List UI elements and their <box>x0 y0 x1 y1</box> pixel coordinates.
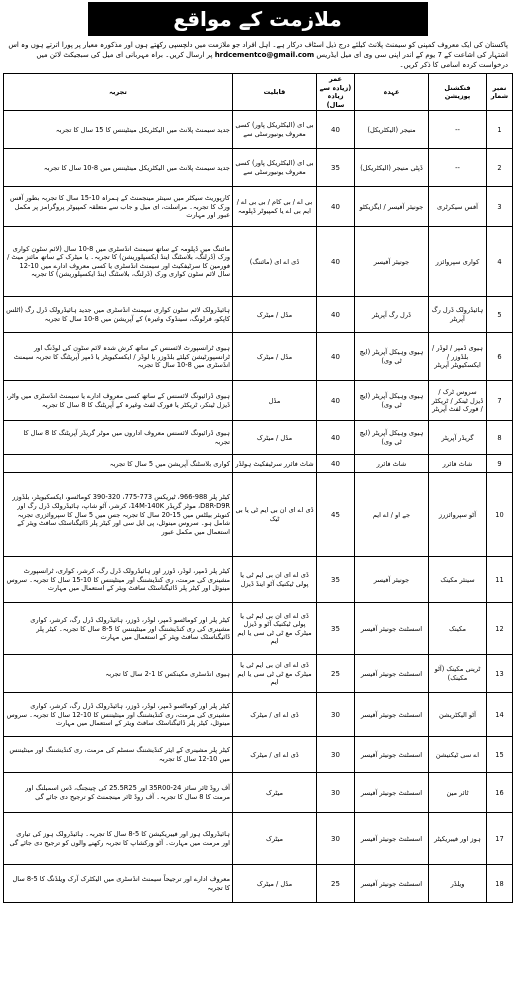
row-title: ڈپٹی منیجر (الیکٹریکل) <box>355 149 429 187</box>
table-row <box>4 421 513 455</box>
table-row <box>4 603 513 655</box>
row-age: 40 <box>317 187 355 227</box>
row-position: ویلڈر <box>429 865 487 903</box>
row-qualification: ڈی اے ای ان بی ایم ٹی یا بی ٹیک <box>233 473 317 557</box>
row-qualification: مڈل / میٹرک <box>233 865 317 903</box>
row-position: ٹائر مین <box>429 773 487 813</box>
row-experience: ہیوی ڈرائیونگ لائسنس معروف اداروں میں موٹر گریڈر آپریٹنگ کا 8 سال کا تجربہ <box>4 421 233 455</box>
row-experience: آف روڈ ٹائر سائز 35R00-24 اور 25.5R25 کی چینجنگ، ڈس اسمبلنگ اور مرمت کا 8 سال کا تجربہ۔ آف روڈ ٹائر مینجمنٹ کو ترجیح دی جائے گی <box>4 773 233 813</box>
row-experience: جدید سیمنٹ پلانٹ میں الیکٹریکل مینٹیننس میں 8-10 سال کا تجربہ <box>4 149 233 187</box>
row-age: 25 <box>317 865 355 903</box>
row-qualification: مڈل / میٹرک <box>233 333 317 381</box>
row-position: اے سی ٹیکنیشن <box>429 737 487 773</box>
table-row <box>4 693 513 737</box>
row-age: 40 <box>317 455 355 473</box>
row-qualification: بی ای (الیکٹریکل پاور) کسی معروف یونیورسٹی سے <box>233 149 317 187</box>
header-age: عمر (زیادہ سے زیادہ سال) <box>317 74 355 111</box>
row-qualification: بی ای (الیکٹریکل پاور) کسی معروف یونیورسٹی سے <box>233 111 317 149</box>
header-position: فنکشنل پوزیشن <box>429 74 487 111</box>
row-qualification: مڈل / میٹرک <box>233 297 317 333</box>
row-title: اسسٹنٹ جونیئر آفیسر <box>355 693 429 737</box>
row-experience: کیٹر پلر ڈمپر، لوڈر، ڈوزر اور ہائیڈرولک ڈرل رگ، کرشر، کواری، ٹرانسپورٹ مشینری کی مرمت، ری کنڈیشننگ اور مینٹیننس کا 10-15 سال کا تجربہ۔ سروس مینوئل اور کیٹر پلر ڈائیگناسٹک سافٹ ویئر کے استعمال میں مہارت <box>4 557 233 603</box>
row-age: 40 <box>317 111 355 149</box>
row-age: 35 <box>317 149 355 187</box>
row-position: سینئر مکینک <box>429 557 487 603</box>
row-title: شاٹ فائرر <box>355 455 429 473</box>
row-experience: کیٹر پلر مشینری کے ایئر کنڈیشننگ سسٹم کی مرمت، ری کنڈیشننگ اور مینٹیننس میں 10-12 سال کا تجربہ <box>4 737 233 773</box>
row-title: ہیوی وہیکل آپریٹر (ایچ ٹی وی) <box>355 333 429 381</box>
row-title: ڈرل رگ آپریٹر <box>355 297 429 333</box>
row-age: 30 <box>317 813 355 865</box>
row-age: 40 <box>317 421 355 455</box>
row-qualification: ڈی اے ای ان بی ایم ٹی یا پولی ٹیکنیک آٹو و ڈیزل میٹرک مع ٹی ٹی سی یا ایم ایم <box>233 603 317 655</box>
row-experience: ہیوی انڈسٹری مکینکس کا 1-2 سال کا تجربہ <box>4 655 233 693</box>
table-row <box>4 655 513 693</box>
row-position: گریڈر آپریٹر <box>429 421 487 455</box>
row-title: اسسٹنٹ جونیئر آفیسر <box>355 813 429 865</box>
row-qualification: ڈی اے ای / میٹرک <box>233 693 317 737</box>
row-title: ہیوی وہیکل آپریٹر (ایچ ٹی وی) <box>355 381 429 421</box>
row-age: 25 <box>317 655 355 693</box>
row-num: 18 <box>487 865 513 903</box>
table-row <box>4 737 513 773</box>
row-num: 10 <box>487 473 513 557</box>
row-title: اسسٹنٹ جونیئر آفیسر <box>355 737 429 773</box>
row-num: 12 <box>487 603 513 655</box>
row-position: -- <box>429 149 487 187</box>
header-num: نمبر شمار <box>487 74 513 111</box>
row-age: 40 <box>317 333 355 381</box>
row-position: ٹرینی مکینک (آٹو مکینک) <box>429 655 487 693</box>
jobs-table <box>3 73 513 903</box>
title-banner <box>3 2 512 36</box>
row-num: 1 <box>487 111 513 149</box>
row-age: 40 <box>317 297 355 333</box>
row-experience: معروف ادارے اور ترجیحاً سیمنٹ انڈسٹری میں الیکٹرک آرک ویلڈنگ کا 5-8 سال کا تجربہ <box>4 865 233 903</box>
table-row <box>4 297 513 333</box>
row-qualification: ڈی اے ای ان بی ایم ٹی یا میٹرک مع ٹی ٹی سی یا ایم ایم <box>233 655 317 693</box>
row-experience: کواری بلاسٹنگ آپریشن میں 5 سال کا تجربہ <box>4 455 233 473</box>
row-qualification: مڈل / میٹرک <box>233 421 317 455</box>
row-age: 30 <box>317 773 355 813</box>
row-position: شاٹ فائرر <box>429 455 487 473</box>
table-row <box>4 865 513 903</box>
row-num: 13 <box>487 655 513 693</box>
row-age: 35 <box>317 557 355 603</box>
row-age: 30 <box>317 693 355 737</box>
header-experience: تجربہ <box>4 74 233 111</box>
row-title: جے او / اے ایم <box>355 473 429 557</box>
row-position: ہوز اور فیبریکیٹر <box>429 813 487 865</box>
row-age: 40 <box>317 227 355 297</box>
header-title: عہدہ <box>355 74 429 111</box>
table-row <box>4 813 513 865</box>
row-num: 9 <box>487 455 513 473</box>
row-experience: ہیوی ڈرائیونگ لائسنس کے ساتھ کسی معروف ادارے یا سیمنٹ انڈسٹری میں واٹر، ڈیزل ٹینکر، ٹریکٹر یا فورک لفٹ وغیرہ کے آپریٹنگ کا 8 سال کا تجربہ <box>4 381 233 421</box>
intro-paragraph <box>3 36 512 73</box>
row-qualification: میٹرک <box>233 773 317 813</box>
table-row <box>4 111 513 149</box>
row-title: اسسٹنٹ جونیئر آفیسر <box>355 865 429 903</box>
row-title: اسسٹنٹ جونیئر آفیسر <box>355 655 429 693</box>
row-qualification: میٹرک <box>233 813 317 865</box>
row-position: مکینک <box>429 603 487 655</box>
row-num: 3 <box>487 187 513 227</box>
row-age: 30 <box>317 737 355 773</box>
intro-text: پاکستان کی ایک معروف کمپنی کو سیمنٹ پلانٹ کیلئے درج ذیل اسٹاف درکار ہے۔ اہل افراد جو ملازمت میں دلچسپی رکھتے ہوں اور مذکورہ معیار پر پورا اترتے ہوں وہ اس اشتہار کی اشاعت کے 7 یوم کے اندر اپنی سی وی ای میل ایڈریس <box>8 41 508 59</box>
row-age: 45 <box>317 473 355 557</box>
row-title: ہیوی وہیکل آپریٹر (ایچ ٹی وی) <box>355 421 429 455</box>
email-address[interactable]: hrdcementco@gmail.com <box>214 51 315 59</box>
page-title: ملازمت کے مواقع <box>88 2 428 36</box>
table-row <box>4 773 513 813</box>
row-experience: ہائیڈرولک لائم سٹون کواری سیمنٹ انڈسٹری میں جدید ہائیڈرولک ڈرل رگ (اٹلس کاپکو، فرلونگ، سینڈوک وغیرہ) کے آپریشن میں 8-10 سال کا تجربہ <box>4 297 233 333</box>
intro-text-after: پر ارسال کریں۔ براہ مہربانی ای میل کی سبجیکٹ لائن میں درخواست کردہ اسامی کا ذکر کریں۔ <box>36 51 508 69</box>
row-qualification: بی اے / بی کام / بی بی اے / ایم بی اے یا کمپیوٹر ڈپلومہ <box>233 187 317 227</box>
row-experience: جدید سیمنٹ پلانٹ میں الیکٹریکل مینٹیننس کا 15 سال کا تجربہ <box>4 111 233 149</box>
row-num: 4 <box>487 227 513 297</box>
row-position: آٹو سپروائزرز <box>429 473 487 557</box>
row-qualification: مڈل <box>233 381 317 421</box>
row-experience: کیٹر پلر 988-966، ٹیریکس 773-775، 320-390 کوماٹسو، ایکسکیویٹر، بلڈوزر D8R-D9R، موٹر گریڈر 14M-140K، کرشر، آٹو شاپ، ہائیڈرولک ڈرل رگ اور کنویئر بیلٹس میں 15-20 سال کا تجربہ جس میں 5 سال کا سپروائزری تجربہ شامل ہو۔ سروس مینوئل، پی ایل سی اور کیٹر پلر ڈائیگناسٹک سافٹ ویئر کے استعمال میں مکمل عبور <box>4 473 233 557</box>
table-row <box>4 187 513 227</box>
row-experience: کیٹر پلر اور کوماٹسو ڈمپر، لوڈر، ڈوزر، ہائیڈرولک ڈرل رگ، کرشر، کواری مشینری کی مرمت، ری کنڈیشننگ اور مینٹیننس کا 10-12 سال کا تجربہ۔ سروس مینوئل، کیٹر پلر ڈائیگناسٹک سافٹ ویئر کے استعمال میں مہارت <box>4 693 233 737</box>
row-position: سروس ٹرک / ڈیزل ٹینکر / ٹریکٹر / فورک لفٹ آپریٹر <box>429 381 487 421</box>
row-experience: ہیوی ٹرانسپورٹ لائسنس کے ساتھ کرش شدہ لائم سٹون کی لوڈنگ اور ٹرانسپورٹیشن کیلئے بلڈوزر یا لوڈر / ایکسکیویٹر یا ڈمپر آپریٹنگ کا تجربہ سیمنٹ انڈسٹری میں 8-10 سال کا تجربہ <box>4 333 233 381</box>
row-num: 17 <box>487 813 513 865</box>
row-num: 8 <box>487 421 513 455</box>
row-num: 5 <box>487 297 513 333</box>
row-qualification: ڈی اے ای ان بی ایم ٹی یا پولی ٹیکنیک آٹو اینڈ ڈیزل <box>233 557 317 603</box>
table-header-row <box>4 74 513 111</box>
row-qualification: ڈی اے ای / میٹرک <box>233 737 317 773</box>
row-age: 40 <box>317 381 355 421</box>
row-title: جونیئر آفیسر <box>355 227 429 297</box>
row-position: کواری سپروائزر <box>429 227 487 297</box>
table-body <box>4 111 513 903</box>
header-qualification: قابلیت <box>233 74 317 111</box>
row-num: 14 <box>487 693 513 737</box>
table-row <box>4 455 513 473</box>
row-title: اسسٹنٹ جونیئر آفیسر <box>355 603 429 655</box>
table-row <box>4 557 513 603</box>
row-num: 7 <box>487 381 513 421</box>
row-position: آفس سیکرٹری <box>429 187 487 227</box>
row-position: ہیوی ڈمپر / لوڈر / بلڈوزر / ایکسکیویٹر آپریٹر <box>429 333 487 381</box>
row-title: اسسٹنٹ جونیئر آفیسر <box>355 773 429 813</box>
row-experience: کیٹر پلر اور کوماٹسو ڈمپر، لوڈر، ڈوزر، ہائیڈرولک ڈرل رگ، کرشر، کواری مشینری کی ری کنڈیشننگ اور مینٹیننس کا 5-8 سال کا تجربہ۔ کیٹر پلر ڈائیگناسٹک سافٹ ویئر کے استعمال میں مہارت <box>4 603 233 655</box>
table-row <box>4 149 513 187</box>
row-position: -- <box>429 111 487 149</box>
row-position: ہائیڈرولک ڈرل رگ آپریٹر <box>429 297 487 333</box>
row-age: 35 <box>317 603 355 655</box>
table-row <box>4 473 513 557</box>
table-row <box>4 381 513 421</box>
row-experience: ہائیڈرولک ہوز اور فیبریکیشن کا 5-8 سال کا تجربہ۔ ہائیڈرولک ہوز کی تیاری اور مرمت میں مہارت۔ آٹو ورکشاپ کا تجربہ رکھنے والوں کو ترجیح دی جائے گی <box>4 813 233 865</box>
row-experience: کارپوریٹ سیکٹر میں سینئر مینجمنٹ کے ہمراہ 10-15 سال کا تجربہ بطور آفس ورک کا تجربہ۔ مراسلت، ای میل و جاب سے متعلقہ کمپیوٹر پروگرامز پر مکمل عبور اور مہارت <box>4 187 233 227</box>
job-advertisement <box>3 2 512 1002</box>
row-title: منیجر (الیکٹریکل) <box>355 111 429 149</box>
row-title: جونیئر آفیسر / ایگزیکٹو <box>355 187 429 227</box>
row-qualification: شاٹ فائرر سرٹیفکیٹ ہولڈر <box>233 455 317 473</box>
row-num: 15 <box>487 737 513 773</box>
row-experience: مائننگ میں ڈپلومہ کے ساتھ سیمنٹ انڈسٹری میں 8-10 سال (لائم سٹون کواری ورک (ڈرلنگ، بلاسٹنگ اینڈ ایکسپلوریشن) کا تجربہ۔ یا میٹرک کے ساتھ مائنز میٹ / فورمین کا سرٹیفکیٹ اور سیمنٹ انڈسٹری یا کسی معروف ادارے میں 10-12 سال لائم سٹون کواری ورک (ڈرلنگ، بلاسٹنگ اینڈ ایکسپلوریشن) کا تجربہ <box>4 227 233 297</box>
row-num: 2 <box>487 149 513 187</box>
table-row <box>4 333 513 381</box>
row-position: آٹو الیکٹریشن <box>429 693 487 737</box>
row-title: جونیئر آفیسر <box>355 557 429 603</box>
row-num: 16 <box>487 773 513 813</box>
table-row <box>4 227 513 297</box>
row-qualification: ڈی اے ای (مائننگ) <box>233 227 317 297</box>
row-num: 11 <box>487 557 513 603</box>
row-num: 6 <box>487 333 513 381</box>
